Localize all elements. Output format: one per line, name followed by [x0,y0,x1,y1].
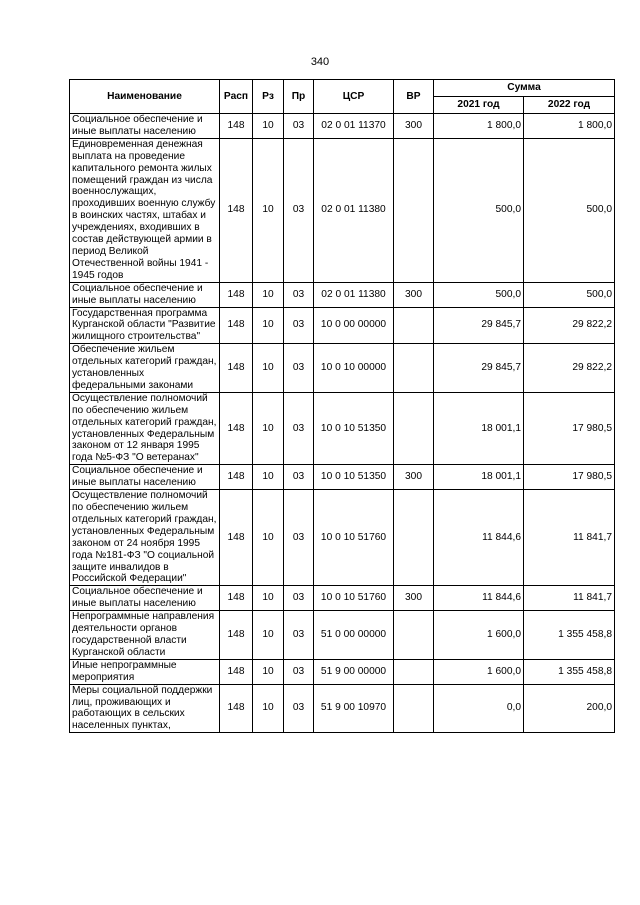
cell-rz: 10 [253,465,284,490]
cell-sum-2022: 500,0 [524,138,615,282]
cell-csr: 10 0 10 51760 [314,586,394,611]
cell-name: Социальное обеспечение и иные выплаты населению [70,282,220,307]
budget-table [69,79,615,733]
cell-csr: 02 0 01 11380 [314,138,394,282]
cell-sum-2021: 18 001,1 [434,392,524,464]
header-rasp: Расп [220,80,253,114]
header-pr: Пр [284,80,314,114]
cell-vr [394,344,434,393]
cell-pr: 03 [284,114,314,139]
cell-rasp: 148 [220,114,253,139]
cell-csr: 02 0 01 11380 [314,282,394,307]
cell-sum-2021: 0,0 [434,684,524,733]
table-row [70,586,615,611]
cell-pr: 03 [284,282,314,307]
header-rz: Рз [253,80,284,114]
table-row [70,114,615,139]
cell-sum-2022: 500,0 [524,282,615,307]
cell-csr: 51 0 00 00000 [314,611,394,660]
cell-sum-2021: 500,0 [434,282,524,307]
cell-vr [394,659,434,684]
cell-vr: 300 [394,282,434,307]
cell-name: Государственная программа Курганской области "Развитие жилищного строительства" [70,307,220,344]
cell-sum-2021: 29 845,7 [434,307,524,344]
header-csr: ЦСР [314,80,394,114]
table-header [70,80,615,114]
cell-vr: 300 [394,114,434,139]
cell-name: Меры социальной поддержки лиц, проживающих и работающих в сельских населенных пунктах, [70,684,220,733]
cell-csr: 10 0 10 51350 [314,392,394,464]
cell-sum-2022: 1 355 458,8 [524,611,615,660]
cell-rz: 10 [253,138,284,282]
cell-vr [394,392,434,464]
cell-sum-2021: 1 600,0 [434,659,524,684]
cell-rasp: 148 [220,659,253,684]
table-row [70,307,615,344]
cell-name: Социальное обеспечение и иные выплаты населению [70,114,220,139]
cell-rasp: 148 [220,586,253,611]
cell-rasp: 148 [220,490,253,586]
cell-csr: 51 9 00 00000 [314,659,394,684]
cell-rz: 10 [253,114,284,139]
cell-sum-2021: 11 844,6 [434,586,524,611]
cell-name: Осуществление полномочий по обеспечению жильем отдельных категорий граждан, установленных Федеральным законом от 12 января 1995 года №5-ФЗ "О ветеранах" [70,392,220,464]
cell-name: Иные непрограммные мероприятия [70,659,220,684]
cell-rasp: 148 [220,344,253,393]
cell-name: Обеспечение жильем отдельных категорий граждан, установленных федеральными законами [70,344,220,393]
cell-sum-2022: 17 980,5 [524,392,615,464]
cell-pr: 03 [284,344,314,393]
cell-pr: 03 [284,392,314,464]
table-row [70,392,615,464]
table-row [70,684,615,733]
cell-name: Осуществление полномочий по обеспечению жильем отдельных категорий граждан, установленных Федеральным законом от 24 ноября 1995 года №181-ФЗ "О социальной защите инвалидов в Российской Федерации" [70,490,220,586]
cell-rasp: 148 [220,392,253,464]
cell-sum-2021: 1 800,0 [434,114,524,139]
cell-sum-2021: 11 844,6 [434,490,524,586]
cell-pr: 03 [284,659,314,684]
cell-sum-2021: 18 001,1 [434,465,524,490]
cell-csr: 10 0 10 00000 [314,344,394,393]
table-row [70,282,615,307]
cell-vr [394,307,434,344]
cell-csr: 10 0 00 00000 [314,307,394,344]
table-body [70,114,615,733]
cell-csr: 02 0 01 11370 [314,114,394,139]
table-row [70,611,615,660]
cell-rasp: 148 [220,282,253,307]
cell-sum-2022: 200,0 [524,684,615,733]
cell-pr: 03 [284,138,314,282]
cell-rz: 10 [253,392,284,464]
cell-pr: 03 [284,684,314,733]
cell-vr [394,611,434,660]
cell-rz: 10 [253,282,284,307]
table-row [70,490,615,586]
cell-rasp: 148 [220,465,253,490]
cell-rasp: 148 [220,611,253,660]
cell-sum-2021: 29 845,7 [434,344,524,393]
page-number: 340 [310,56,330,68]
cell-csr: 51 9 00 10970 [314,684,394,733]
cell-rasp: 148 [220,307,253,344]
cell-vr: 300 [394,465,434,490]
cell-vr: 300 [394,586,434,611]
table-row [70,344,615,393]
cell-pr: 03 [284,490,314,586]
cell-sum-2021: 500,0 [434,138,524,282]
cell-sum-2022: 29 822,2 [524,307,615,344]
cell-sum-2022: 11 841,7 [524,586,615,611]
cell-sum-2022: 1 355 458,8 [524,659,615,684]
cell-rz: 10 [253,684,284,733]
cell-pr: 03 [284,465,314,490]
table-row [70,659,615,684]
header-sum: Сумма [434,80,615,97]
cell-sum-2022: 29 822,2 [524,344,615,393]
cell-pr: 03 [284,611,314,660]
table-row [70,465,615,490]
cell-rz: 10 [253,307,284,344]
cell-rz: 10 [253,659,284,684]
cell-rz: 10 [253,611,284,660]
header-name: Наименование [70,80,220,114]
cell-sum-2021: 1 600,0 [434,611,524,660]
cell-vr [394,684,434,733]
cell-rz: 10 [253,344,284,393]
table-row [70,138,615,282]
cell-sum-2022: 17 980,5 [524,465,615,490]
header-vr: ВР [394,80,434,114]
cell-vr [394,490,434,586]
cell-pr: 03 [284,307,314,344]
cell-name: Социальное обеспечение и иные выплаты населению [70,586,220,611]
cell-name: Непрограммные направления деятельности органов государственной власти Курганской области [70,611,220,660]
header-year-2021: 2021 год [434,97,524,114]
cell-rasp: 148 [220,684,253,733]
cell-sum-2022: 11 841,7 [524,490,615,586]
cell-name: Единовременная денежная выплата на проведение капитального ремонта жилых помещений граждан из числа военнослужащих, проходивших военную службу в воинских частях, штабах и учреждениях, входивших в состав действующей армии в период Великой Отечественной войны 1941 - 1945 годов [70,138,220,282]
cell-csr: 10 0 10 51350 [314,465,394,490]
cell-vr [394,138,434,282]
cell-pr: 03 [284,586,314,611]
cell-rz: 10 [253,490,284,586]
cell-name: Социальное обеспечение и иные выплаты населению [70,465,220,490]
cell-rasp: 148 [220,138,253,282]
cell-rz: 10 [253,586,284,611]
cell-csr: 10 0 10 51760 [314,490,394,586]
header-year-2022: 2022 год [524,97,615,114]
cell-sum-2022: 1 800,0 [524,114,615,139]
